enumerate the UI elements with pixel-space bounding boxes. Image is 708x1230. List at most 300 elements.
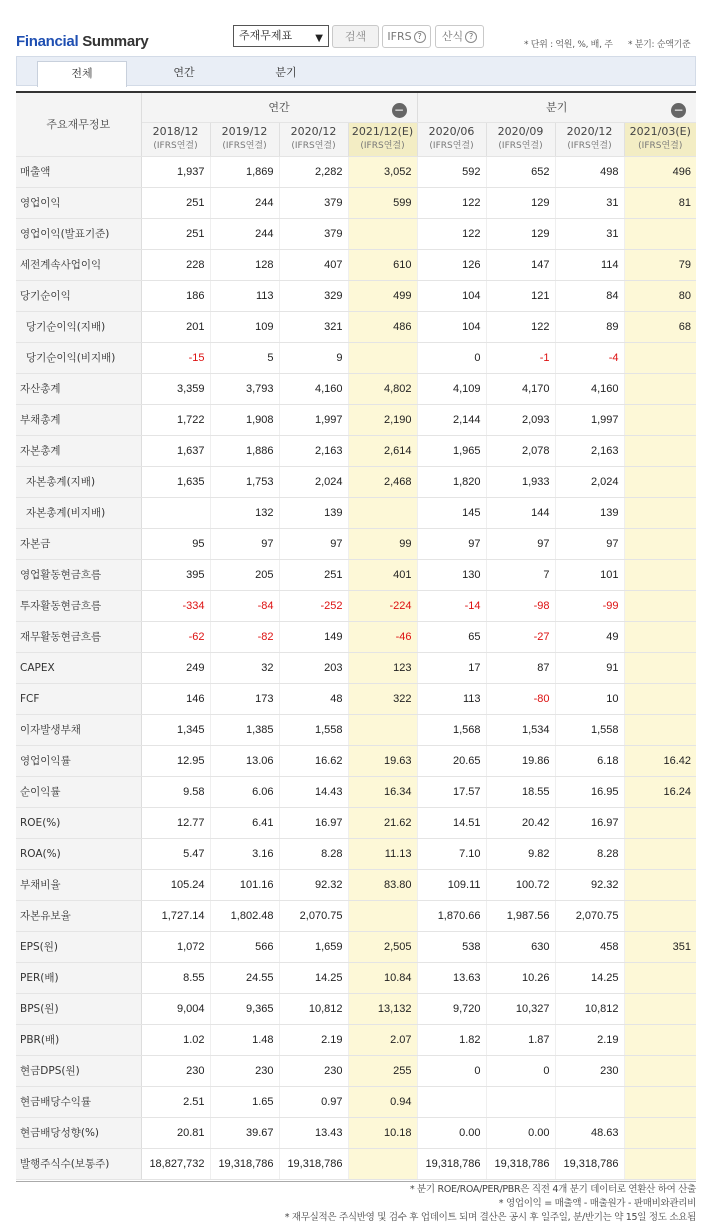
table-cell: -334 (141, 590, 210, 621)
table-cell: 9.82 (486, 838, 555, 869)
table-cell: -224 (348, 590, 417, 621)
table-cell: 97 (417, 528, 486, 559)
table-cell: 97 (486, 528, 555, 559)
row-label: 자본금 (16, 528, 141, 559)
table-cell: 2,024 (555, 466, 624, 497)
unit-note: * 단위 : 억원, %, 배, 주 (524, 40, 613, 50)
table-cell: 395 (141, 559, 210, 590)
table-row (16, 466, 696, 497)
table-cell: 2,024 (279, 466, 348, 497)
table-cell: 123 (348, 652, 417, 683)
table-cell: 101 (555, 559, 624, 590)
table-cell: 1,635 (141, 466, 210, 497)
row-label: 이자발생부채 (16, 714, 141, 745)
table-cell: 14.25 (279, 962, 348, 993)
table-row (16, 404, 696, 435)
table-cell: 1.82 (417, 1024, 486, 1055)
table-cell: 1,534 (486, 714, 555, 745)
table-row (16, 373, 696, 404)
table-cell: 91 (555, 652, 624, 683)
table-cell: 1,072 (141, 931, 210, 962)
group-quarter-label: 분기 (546, 101, 568, 115)
table-cell: 24.55 (210, 962, 279, 993)
table-cell: 48 (279, 683, 348, 714)
table-cell (624, 900, 696, 931)
table-row (16, 218, 696, 249)
table-cell: 4,802 (348, 373, 417, 404)
table-cell: 205 (210, 559, 279, 590)
table-cell: 20.81 (141, 1117, 210, 1148)
table-cell: 39.67 (210, 1117, 279, 1148)
ifrs-button[interactable] (382, 25, 431, 48)
table-cell: 4,160 (279, 373, 348, 404)
table-cell: 122 (417, 218, 486, 249)
table-cell: 97 (555, 528, 624, 559)
table-cell: 538 (417, 931, 486, 962)
table-cell: 92.32 (279, 869, 348, 900)
table-cell: 6.41 (210, 807, 279, 838)
table-cell: 4,109 (417, 373, 486, 404)
table-cell: 1,997 (555, 404, 624, 435)
table-cell: 1,886 (210, 435, 279, 466)
table-row (16, 590, 696, 621)
table-cell: 0 (417, 1055, 486, 1086)
table-cell (486, 1086, 555, 1117)
table-cell: 16.62 (279, 745, 348, 776)
table-cell: 9,365 (210, 993, 279, 1024)
table-cell (624, 621, 696, 652)
table-cell: 566 (210, 931, 279, 962)
table-cell: 19.63 (348, 745, 417, 776)
table-cell: 3,052 (348, 156, 417, 187)
period-label: 2019/12 (221, 125, 268, 138)
table-cell: 5.47 (141, 838, 210, 869)
row-label: 당기순이익 (16, 280, 141, 311)
financial-summary-table (16, 91, 696, 1180)
table-cell: 16.34 (348, 776, 417, 807)
table-cell (624, 714, 696, 745)
table-cell: -1 (486, 342, 555, 373)
table-cell: 1,802.48 (210, 900, 279, 931)
table-cell: 1,558 (555, 714, 624, 745)
period-label: 2018/12 (152, 125, 199, 138)
row-label: 부채비율 (16, 869, 141, 900)
table-row (16, 1024, 696, 1055)
row-label: 자본총계(지배) (16, 466, 141, 497)
table-cell: 13,132 (348, 993, 417, 1024)
table-row (16, 807, 696, 838)
table-cell: 12.77 (141, 807, 210, 838)
table-cell: 3,793 (210, 373, 279, 404)
table-cell: 113 (417, 683, 486, 714)
table-cell: 17.57 (417, 776, 486, 807)
table-cell: 10.26 (486, 962, 555, 993)
period-basis: (IFRS연결) (222, 141, 267, 151)
table-cell: 31 (555, 187, 624, 218)
period-header (348, 122, 417, 156)
table-row (16, 838, 696, 869)
table-cell: 10.18 (348, 1117, 417, 1148)
period-tabs (16, 56, 696, 86)
table-cell: 5 (210, 342, 279, 373)
table-cell: 14.25 (555, 962, 624, 993)
table-cell (348, 1148, 417, 1179)
table-cell: 79 (624, 249, 696, 280)
row-label: ROE(%) (16, 807, 141, 838)
footnotes (285, 1183, 696, 1225)
tab-quarterly[interactable]: 분기 (275, 66, 297, 79)
table-cell: 7 (486, 559, 555, 590)
table-cell: 458 (555, 931, 624, 962)
table-cell: 9,004 (141, 993, 210, 1024)
row-label: 발행주식수(보통주) (16, 1148, 141, 1179)
row-label: CAPEX (16, 652, 141, 683)
table-cell: 16.97 (279, 807, 348, 838)
table-cell: 2,468 (348, 466, 417, 497)
table-cell: 84 (555, 280, 624, 311)
table-cell: 139 (555, 497, 624, 528)
table-cell: 9,720 (417, 993, 486, 1024)
table-cell: 144 (486, 497, 555, 528)
row-label: 자본총계 (16, 435, 141, 466)
table-cell (624, 342, 696, 373)
row-label: 자본유보율 (16, 900, 141, 931)
table-cell (417, 1086, 486, 1117)
table-cell (624, 218, 696, 249)
row-label: 자본총계(비지배) (16, 497, 141, 528)
table-cell: 2,093 (486, 404, 555, 435)
period-basis: (IFRS연결) (429, 141, 474, 151)
table-cell: 16.24 (624, 776, 696, 807)
table-cell (348, 342, 417, 373)
period-label: 2020/12 (566, 125, 613, 138)
table-cell: 12.95 (141, 745, 210, 776)
table-row (16, 311, 696, 342)
table-cell: 87 (486, 652, 555, 683)
table-cell: 2,070.75 (279, 900, 348, 931)
table-cell: 329 (279, 280, 348, 311)
period-label: 2020/06 (428, 125, 475, 138)
table-cell: 9 (279, 342, 348, 373)
table-cell: -98 (486, 590, 555, 621)
table-cell: 2,190 (348, 404, 417, 435)
table-cell: 19,318,786 (210, 1148, 279, 1179)
table-row (16, 1055, 696, 1086)
table-cell: 8.28 (555, 838, 624, 869)
table-cell (624, 373, 696, 404)
table-cell: 13.06 (210, 745, 279, 776)
table-cell: 1.48 (210, 1024, 279, 1055)
table-cell: 92.32 (555, 869, 624, 900)
table-cell: 230 (279, 1055, 348, 1086)
table-cell: 3.16 (210, 838, 279, 869)
table-cell: 1,753 (210, 466, 279, 497)
table-cell: 104 (417, 280, 486, 311)
table-row (16, 559, 696, 590)
row-label: ROA(%) (16, 838, 141, 869)
search-button[interactable]: 검색 (332, 25, 379, 48)
table-cell: 97 (279, 528, 348, 559)
table-cell: -82 (210, 621, 279, 652)
table-cell: 109 (210, 311, 279, 342)
table-cell: 1,345 (141, 714, 210, 745)
table-row (16, 497, 696, 528)
collapse-quarter-icon[interactable]: − (671, 103, 686, 118)
table-cell: 2.19 (555, 1024, 624, 1055)
period-header (417, 122, 486, 156)
table-cell: 407 (279, 249, 348, 280)
table-cell: 99 (348, 528, 417, 559)
table-row (16, 900, 696, 931)
table-cell: 1.65 (210, 1086, 279, 1117)
table-cell: 32 (210, 652, 279, 683)
table-cell: 2,614 (348, 435, 417, 466)
table-cell: 17 (417, 652, 486, 683)
header (0, 0, 708, 56)
table-row (16, 249, 696, 280)
table-cell: 65 (417, 621, 486, 652)
formula-label: 산식 (441, 30, 464, 43)
table-cell (624, 404, 696, 435)
table-row (16, 342, 696, 373)
table-cell: 0 (486, 1055, 555, 1086)
table-cell: 3,359 (141, 373, 210, 404)
table-cell: 244 (210, 218, 279, 249)
table-cell: 592 (417, 156, 486, 187)
help-icon: ? (414, 31, 426, 43)
table-cell: 2,078 (486, 435, 555, 466)
table-cell: 0.94 (348, 1086, 417, 1117)
period-label: 2021/03(E) (629, 125, 691, 138)
table-cell: 19,318,786 (417, 1148, 486, 1179)
table-cell: 251 (141, 218, 210, 249)
row-label: 영업이익 (16, 187, 141, 218)
title-sub: Summary (82, 33, 149, 50)
table-cell (624, 807, 696, 838)
table-cell: 146 (141, 683, 210, 714)
table-cell: 129 (486, 187, 555, 218)
table-cell: 114 (555, 249, 624, 280)
table-cell: 610 (348, 249, 417, 280)
table-cell: 2.19 (279, 1024, 348, 1055)
row-label: 부채총계 (16, 404, 141, 435)
table-row (16, 869, 696, 900)
table-cell: 149 (279, 621, 348, 652)
table-cell: 100.72 (486, 869, 555, 900)
table-cell: 321 (279, 311, 348, 342)
row-label: PER(배) (16, 962, 141, 993)
table-cell: 1,722 (141, 404, 210, 435)
table-cell: 499 (348, 280, 417, 311)
table-cell: 89 (555, 311, 624, 342)
table-row (16, 1086, 696, 1117)
table-cell (624, 652, 696, 683)
table-cell: 1,727.14 (141, 900, 210, 931)
table-cell: 1,820 (417, 466, 486, 497)
table-cell: 10,812 (279, 993, 348, 1024)
table-cell: 113 (210, 280, 279, 311)
group-annual (141, 92, 417, 122)
row-label: 투자활동현금흐름 (16, 590, 141, 621)
table-cell: 244 (210, 187, 279, 218)
table-cell: -84 (210, 590, 279, 621)
table-cell: 121 (486, 280, 555, 311)
tab-all[interactable]: 전체 (37, 61, 127, 87)
table-cell: 105.24 (141, 869, 210, 900)
collapse-annual-icon[interactable]: − (392, 103, 407, 118)
table-row (16, 156, 696, 187)
table-cell (624, 993, 696, 1024)
table-cell: 130 (417, 559, 486, 590)
table-cell (555, 1086, 624, 1117)
table-cell: 20.42 (486, 807, 555, 838)
table-cell: 104 (417, 311, 486, 342)
period-note: * 분기: 순액기준 (628, 40, 691, 50)
table-cell: 2,505 (348, 931, 417, 962)
table-cell: 2.51 (141, 1086, 210, 1117)
table-cell: 129 (486, 218, 555, 249)
table-cell: 19,318,786 (486, 1148, 555, 1179)
table-cell: 1,385 (210, 714, 279, 745)
period-header (210, 122, 279, 156)
table-cell (624, 1024, 696, 1055)
table-cell (624, 1117, 696, 1148)
period-basis: (IFRS연결) (291, 141, 336, 151)
table-cell: 1,997 (279, 404, 348, 435)
table-cell: 379 (279, 218, 348, 249)
table-cell: 1,558 (279, 714, 348, 745)
table-cell: -80 (486, 683, 555, 714)
table-cell: 1,987.56 (486, 900, 555, 931)
table-cell: 201 (141, 311, 210, 342)
period-header (555, 122, 624, 156)
table-cell: 31 (555, 218, 624, 249)
table-cell: 97 (210, 528, 279, 559)
row-label: 당기순이익(지배) (16, 311, 141, 342)
footer-divider (16, 1181, 696, 1182)
table-cell: 498 (555, 156, 624, 187)
table-cell: 10,812 (555, 993, 624, 1024)
table-cell: 1,659 (279, 931, 348, 962)
table-cell: 0.00 (486, 1117, 555, 1148)
row-label: 재무활동현금흐름 (16, 621, 141, 652)
table-cell: 0.97 (279, 1086, 348, 1117)
table-cell: 230 (141, 1055, 210, 1086)
page-title (16, 33, 148, 50)
table-cell: 230 (555, 1055, 624, 1086)
table-cell: 80 (624, 280, 696, 311)
group-quarter (417, 92, 696, 122)
table-cell: 18.55 (486, 776, 555, 807)
table-cell: 81 (624, 187, 696, 218)
table-cell (141, 497, 210, 528)
table-cell (624, 466, 696, 497)
table-cell: 147 (486, 249, 555, 280)
table-cell: 11.13 (348, 838, 417, 869)
table-cell: 4,170 (486, 373, 555, 404)
table-cell (624, 1055, 696, 1086)
row-label: 영업이익률 (16, 745, 141, 776)
table-cell: 13.63 (417, 962, 486, 993)
select-value: 주재무제표 (239, 29, 293, 42)
row-label: 당기순이익(비지배) (16, 342, 141, 373)
row-label: 현금DPS(원) (16, 1055, 141, 1086)
row-label: 순이익률 (16, 776, 141, 807)
table-row (16, 745, 696, 776)
row-label: EPS(원) (16, 931, 141, 962)
row-label: 세전계속사업이익 (16, 249, 141, 280)
table-cell: 48.63 (555, 1117, 624, 1148)
group-annual-label: 연간 (268, 101, 290, 115)
table-cell: 2,282 (279, 156, 348, 187)
formula-button[interactable] (435, 25, 484, 48)
table-cell: 228 (141, 249, 210, 280)
table-cell: 230 (210, 1055, 279, 1086)
table-cell: 6.06 (210, 776, 279, 807)
period-header (279, 122, 348, 156)
period-basis: (IFRS연결) (153, 141, 198, 151)
table-cell: 16.95 (555, 776, 624, 807)
table-row (16, 962, 696, 993)
tab-annual[interactable]: 연간 (173, 66, 195, 79)
table-cell: 2,070.75 (555, 900, 624, 931)
table-cell: 186 (141, 280, 210, 311)
row-label: 매출액 (16, 156, 141, 187)
table-cell (624, 1148, 696, 1179)
statement-type-select[interactable] (233, 25, 329, 47)
table-cell: 0 (417, 342, 486, 373)
footnote: * 영업이익 = 매출액 - 매출원가 - 판매비와관리비 (498, 1198, 696, 1209)
table-cell: 4,160 (555, 373, 624, 404)
table-cell: 20.65 (417, 745, 486, 776)
table-cell: -99 (555, 590, 624, 621)
table-cell: 2,163 (555, 435, 624, 466)
chevron-down-icon: ▼ (315, 33, 323, 44)
table-cell: 10 (555, 683, 624, 714)
row-label: 자산총계 (16, 373, 141, 404)
table-cell: 139 (279, 497, 348, 528)
table-cell: 1,965 (417, 435, 486, 466)
table-row (16, 683, 696, 714)
table-cell (348, 218, 417, 249)
table-cell: 630 (486, 931, 555, 962)
table-cell: 401 (348, 559, 417, 590)
table-cell: 10.84 (348, 962, 417, 993)
table-cell: 14.43 (279, 776, 348, 807)
table-cell: -46 (348, 621, 417, 652)
ifrs-label: IFRS (387, 30, 412, 43)
table-cell: 1,933 (486, 466, 555, 497)
table-cell: 1.87 (486, 1024, 555, 1055)
table-cell: 7.10 (417, 838, 486, 869)
table-cell: 1.02 (141, 1024, 210, 1055)
table-cell: 132 (210, 497, 279, 528)
table-cell: 2.07 (348, 1024, 417, 1055)
table-cell: 49 (555, 621, 624, 652)
table-cell: 251 (141, 187, 210, 218)
table-cell: 19,318,786 (555, 1148, 624, 1179)
table-row (16, 621, 696, 652)
table-row (16, 931, 696, 962)
table-cell: 8.55 (141, 962, 210, 993)
table-cell: -62 (141, 621, 210, 652)
table-cell: 13.43 (279, 1117, 348, 1148)
table-cell: 18,827,732 (141, 1148, 210, 1179)
table-cell: 16.42 (624, 745, 696, 776)
table-cell: 126 (417, 249, 486, 280)
table-cell: 173 (210, 683, 279, 714)
table-cell (624, 528, 696, 559)
